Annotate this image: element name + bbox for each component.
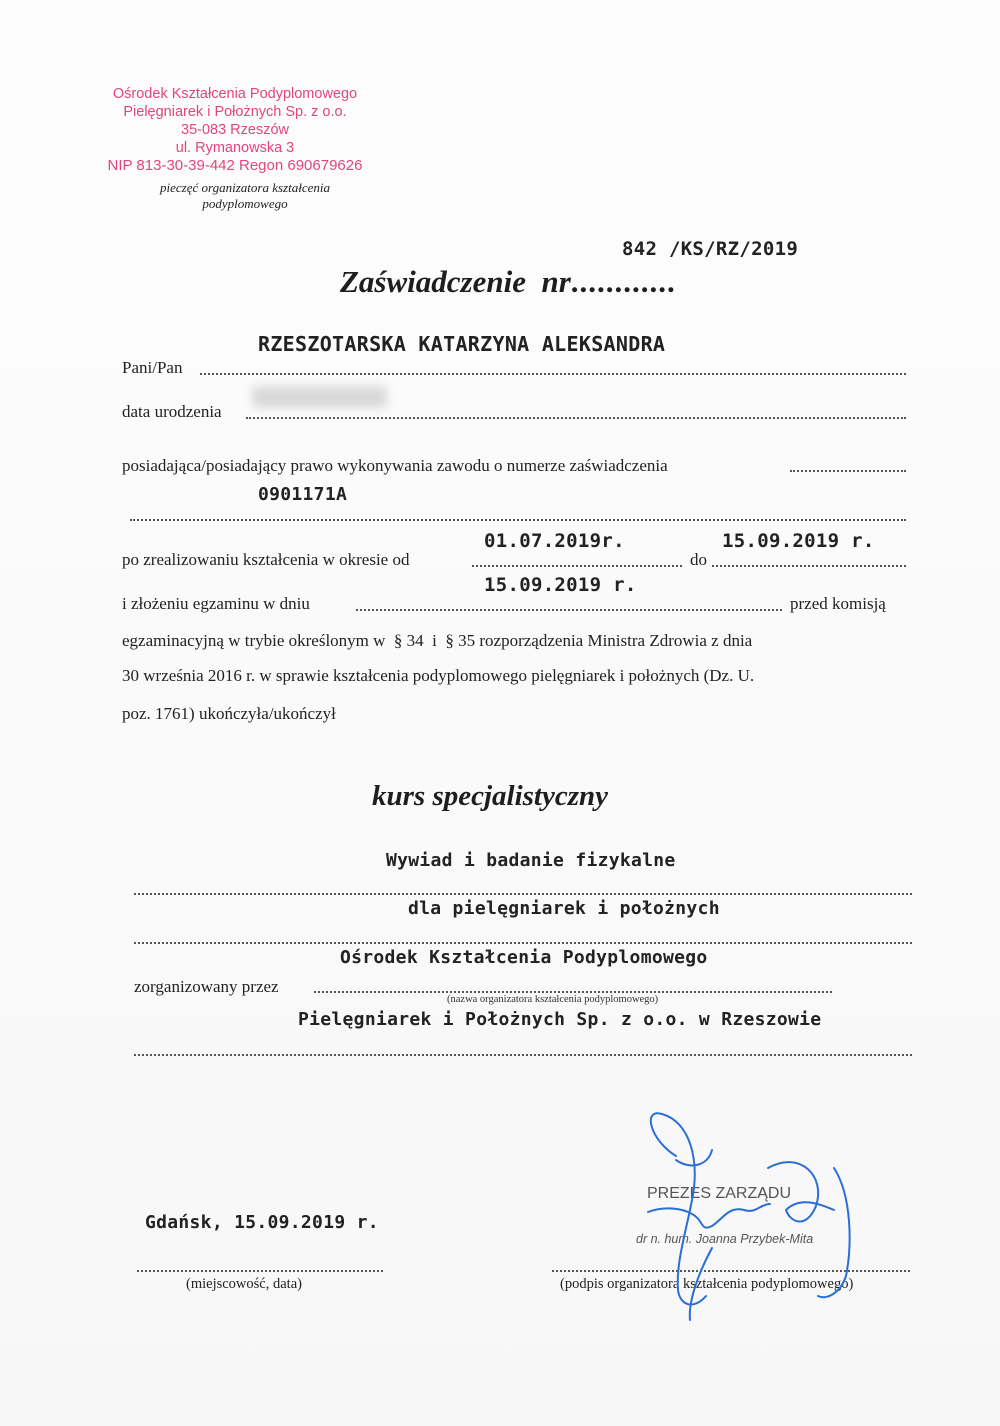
person-name: RZESZOTARSKA KATARZYNA ALEKSANDRA: [258, 332, 666, 356]
license-label: posiadająca/posiadający prawo wykonywania zawodu o numerze zaświadczenia: [122, 456, 668, 475]
signer-name: dr n. hum. Joanna Przybek-Mita: [636, 1232, 814, 1246]
license-number: 0901171A: [258, 484, 348, 505]
completion-line: poz. 1761) ukończyła/ukończył: [122, 704, 336, 723]
legal-basis-line: 30 września 2016 r. w sprawie kształcenia podyplomowego pielęgniarek i położnych (Dz. U.: [122, 666, 755, 685]
certificate-number: 842 /KS/RZ/2019: [622, 238, 799, 260]
name-label: Pani/Pan: [122, 358, 183, 377]
title-dots: ............: [570, 264, 676, 299]
exam-suffix: przed komisją: [790, 594, 886, 613]
date-from: 01.07.2019r.: [484, 530, 625, 552]
exam-date: 15.09.2019 r.: [484, 574, 637, 596]
to-label: do: [690, 550, 707, 569]
stamp-line: Pielęgniarek i Położnych Sp. z o.o.: [123, 104, 347, 120]
stamp-line: Ośrodek Kształcenia Podyplomowego: [112, 86, 358, 102]
stamp-line: ul. Rymanowska 3: [175, 140, 295, 156]
course-name-line: Wywiad i badanie fizykalne: [386, 850, 676, 871]
course-type: kurs specjalistyczny: [372, 780, 609, 812]
signer-role: PREZES ZARZĄDU: [647, 1185, 792, 1202]
organizer-caption: (nazwa organizatora kształcenia podyplomowego): [447, 994, 659, 1005]
date-to: 15.09.2019 r.: [722, 530, 875, 552]
exam-label: i złożeniu egzaminu w dniu: [122, 594, 310, 613]
stamp-line: NIP 813-30-39-442 Regon 690679626: [107, 157, 363, 174]
legal-basis-line: egzaminacyjną w trybie określonym w § 34 i § 35 rozporządzenia Ministra Zdrowia z dnia: [122, 631, 753, 650]
stamp-line: 35-083 Rzeszów: [181, 122, 289, 138]
title-text: Zaświadczenie nr: [340, 264, 571, 299]
signature-caption: (podpis organizatora kształcenia podyplomowego): [560, 1276, 854, 1292]
birth-date-label: data urodzenia: [122, 402, 222, 421]
stamp-caption-line: podyplomowego: [202, 196, 288, 211]
organizer-name-line: Ośrodek Kształcenia Podyplomowego: [340, 947, 708, 968]
place-date-caption: (miejscowość, data): [186, 1276, 302, 1292]
organizer-label: zorganizowany przez: [134, 977, 279, 996]
period-label: po zrealizowaniu kształcenia w okresie od: [122, 550, 410, 569]
place-date: Gdańsk, 15.09.2019 r.: [145, 1212, 379, 1233]
course-name-line: dla pielęgniarek i położnych: [408, 898, 720, 919]
stamp-caption-line: pieczęć organizatora kształcenia: [160, 180, 330, 195]
organizer-name-line: Pielęgniarek i Położnych Sp. z o.o. w Rzeszowie: [298, 1009, 822, 1030]
